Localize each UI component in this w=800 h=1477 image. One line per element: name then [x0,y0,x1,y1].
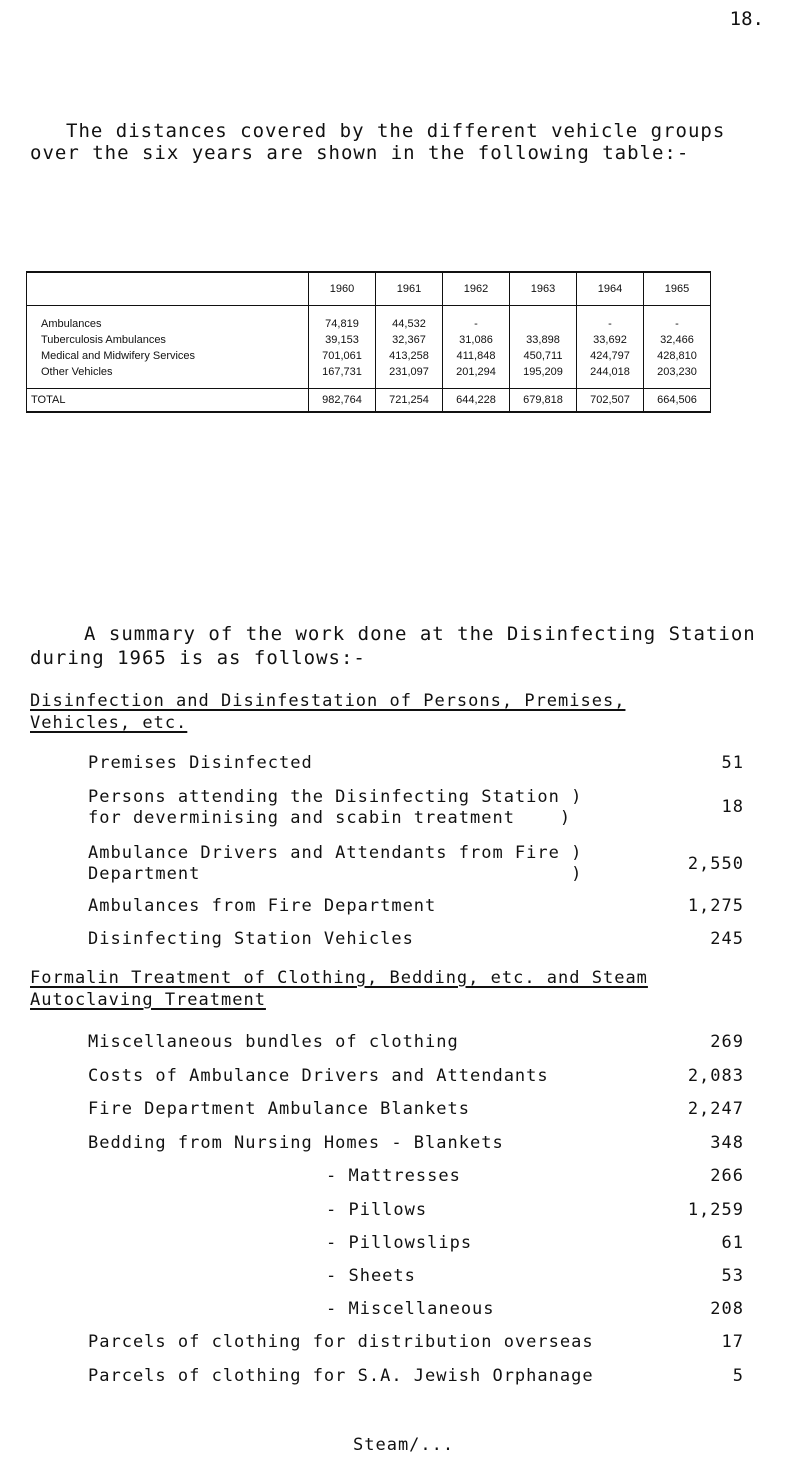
section1-item-value: 245 [710,929,744,949]
section1-item-value: 2,550 [687,854,744,874]
section2-item-value: 1,259 [687,1200,744,1220]
section2-heading [30,967,648,1011]
vehicle-distance-table [26,271,711,413]
section2-item-value: 61 [721,1233,744,1253]
section2-item-label: - Mattresses [326,1166,461,1186]
table-cell: 203,230 [644,364,711,389]
year-header: 1960 [309,272,376,306]
total-cell: 644,228 [443,389,510,413]
table-cell: 39,153 [309,332,376,348]
table-cell: 74,819 [309,306,376,333]
total-cell: 721,254 [376,389,443,413]
section1-item-label: Ambulances from Fire Department [88,896,437,916]
total-cell: 702,507 [577,389,644,413]
table-cell: 32,466 [644,332,711,348]
section2-item-label: Parcels of clothing for distribution overseas [88,1332,594,1352]
intro-paragraph [30,120,725,164]
table-cell: 450,711 [510,348,577,364]
section1-item-label-cont: for deverminising and scabin treatment ) [88,808,572,828]
table-cell: 244,018 [577,364,644,389]
table-cell: 411,848 [443,348,510,364]
section2-item-label: - Sheets [326,1266,416,1286]
table-row [27,364,711,389]
section2-item-label: Bedding from Nursing Homes - Blankets [88,1133,504,1153]
section2-heading-line-2: Autoclaving Treatment [30,990,266,1010]
page-number: 18. [729,8,764,30]
table-cell: 33,898 [510,332,577,348]
table-cell: - [644,306,711,333]
total-cell: 679,818 [510,389,577,413]
section1-item-label-cont: Department ) [88,864,583,884]
section2-item-label: - Pillows [326,1200,428,1220]
table-cell: 701,061 [309,348,376,364]
summary-line-2: during 1965 is as follows:- [30,647,366,669]
section2-item-label: Parcels of clothing for S.A. Jewish Orphanage [88,1366,594,1386]
section1-item-label: Disinfecting Station Vehicles [88,929,414,949]
section2-item-label: Fire Department Ambulance Blankets [88,1099,470,1119]
section2-item-value: 17 [721,1332,744,1352]
section1-item-label: Premises Disinfected [88,753,313,773]
header-label-cell [27,272,309,306]
section1-item-value: 51 [721,753,744,773]
row-label: Ambulances [27,306,309,333]
table-row [27,348,711,364]
section2-item-label: - Miscellaneous [326,1299,495,1319]
year-header: 1962 [443,272,510,306]
summary-line-1: A summary of the work done at the Disinfecting Station [84,623,756,645]
section2-item-label: Miscellaneous bundles of clothing [88,1032,459,1052]
table-cell: 424,797 [577,348,644,364]
section1-item-label: Ambulance Drivers and Attendants from Fire ) [88,843,583,863]
section2-item-value: 53 [721,1266,744,1286]
year-header: 1963 [510,272,577,306]
row-label: Tuberculosis Ambulances [27,332,309,348]
intro-line-2: over the six years are shown in the following table:- [30,142,690,164]
table-row [27,306,711,333]
section2-item-value: 2,247 [687,1099,744,1119]
intro-line-1: The distances covered by the different vehicle groups [66,120,726,142]
section2-item-label: - Pillowslips [326,1233,473,1253]
section2-item-value: 348 [710,1133,744,1153]
year-header: 1964 [577,272,644,306]
section1-item-value: 1,275 [687,896,744,916]
total-cell: 664,506 [644,389,711,413]
table-row [27,332,711,348]
total-cell: 982,764 [309,389,376,413]
row-label: Medical and Midwifery Services [27,348,309,364]
table-cell: - [443,306,510,333]
year-header: 1961 [376,272,443,306]
table-header-row [27,272,711,306]
total-label: TOTAL [27,389,309,413]
table-cell: 428,810 [644,348,711,364]
section2-heading-line-1: Formalin Treatment of Clothing, Bedding, etc. and Steam [30,968,648,988]
table-cell: 44,532 [376,306,443,333]
table-cell: 33,692 [577,332,644,348]
row-label: Other Vehicles [27,364,309,389]
section2-item-value: 269 [710,1032,744,1052]
section2-item-value: 5 [732,1366,744,1386]
table-cell: 231,097 [376,364,443,389]
table-cell: 167,731 [309,364,376,389]
continuation-footer: Steam/... [353,1435,455,1455]
section2-item-value: 2,083 [687,1066,744,1086]
table-cell: - [577,306,644,333]
summary-paragraph [30,622,756,670]
table-cell: 31,086 [443,332,510,348]
table-cell: 32,367 [376,332,443,348]
section1-heading [30,690,625,734]
section1-item-label: Persons attending the Disinfecting Station ) [88,787,583,807]
section1-item-value: 18 [721,797,744,817]
section1-heading-line-2: Vehicles, etc. [30,713,188,733]
total-row [27,389,711,413]
section2-item-value: 208 [710,1299,744,1319]
table-cell: 413,258 [376,348,443,364]
table-cell: 195,209 [510,364,577,389]
section2-item-label: Costs of Ambulance Drivers and Attendants [88,1066,549,1086]
table-cell: 201,294 [443,364,510,389]
section2-item-value: 266 [710,1166,744,1186]
section1-heading-line-1: Disinfection and Disinfestation of Persons, Premises, [30,691,626,711]
year-header: 1965 [644,272,711,306]
table-cell [510,306,577,333]
